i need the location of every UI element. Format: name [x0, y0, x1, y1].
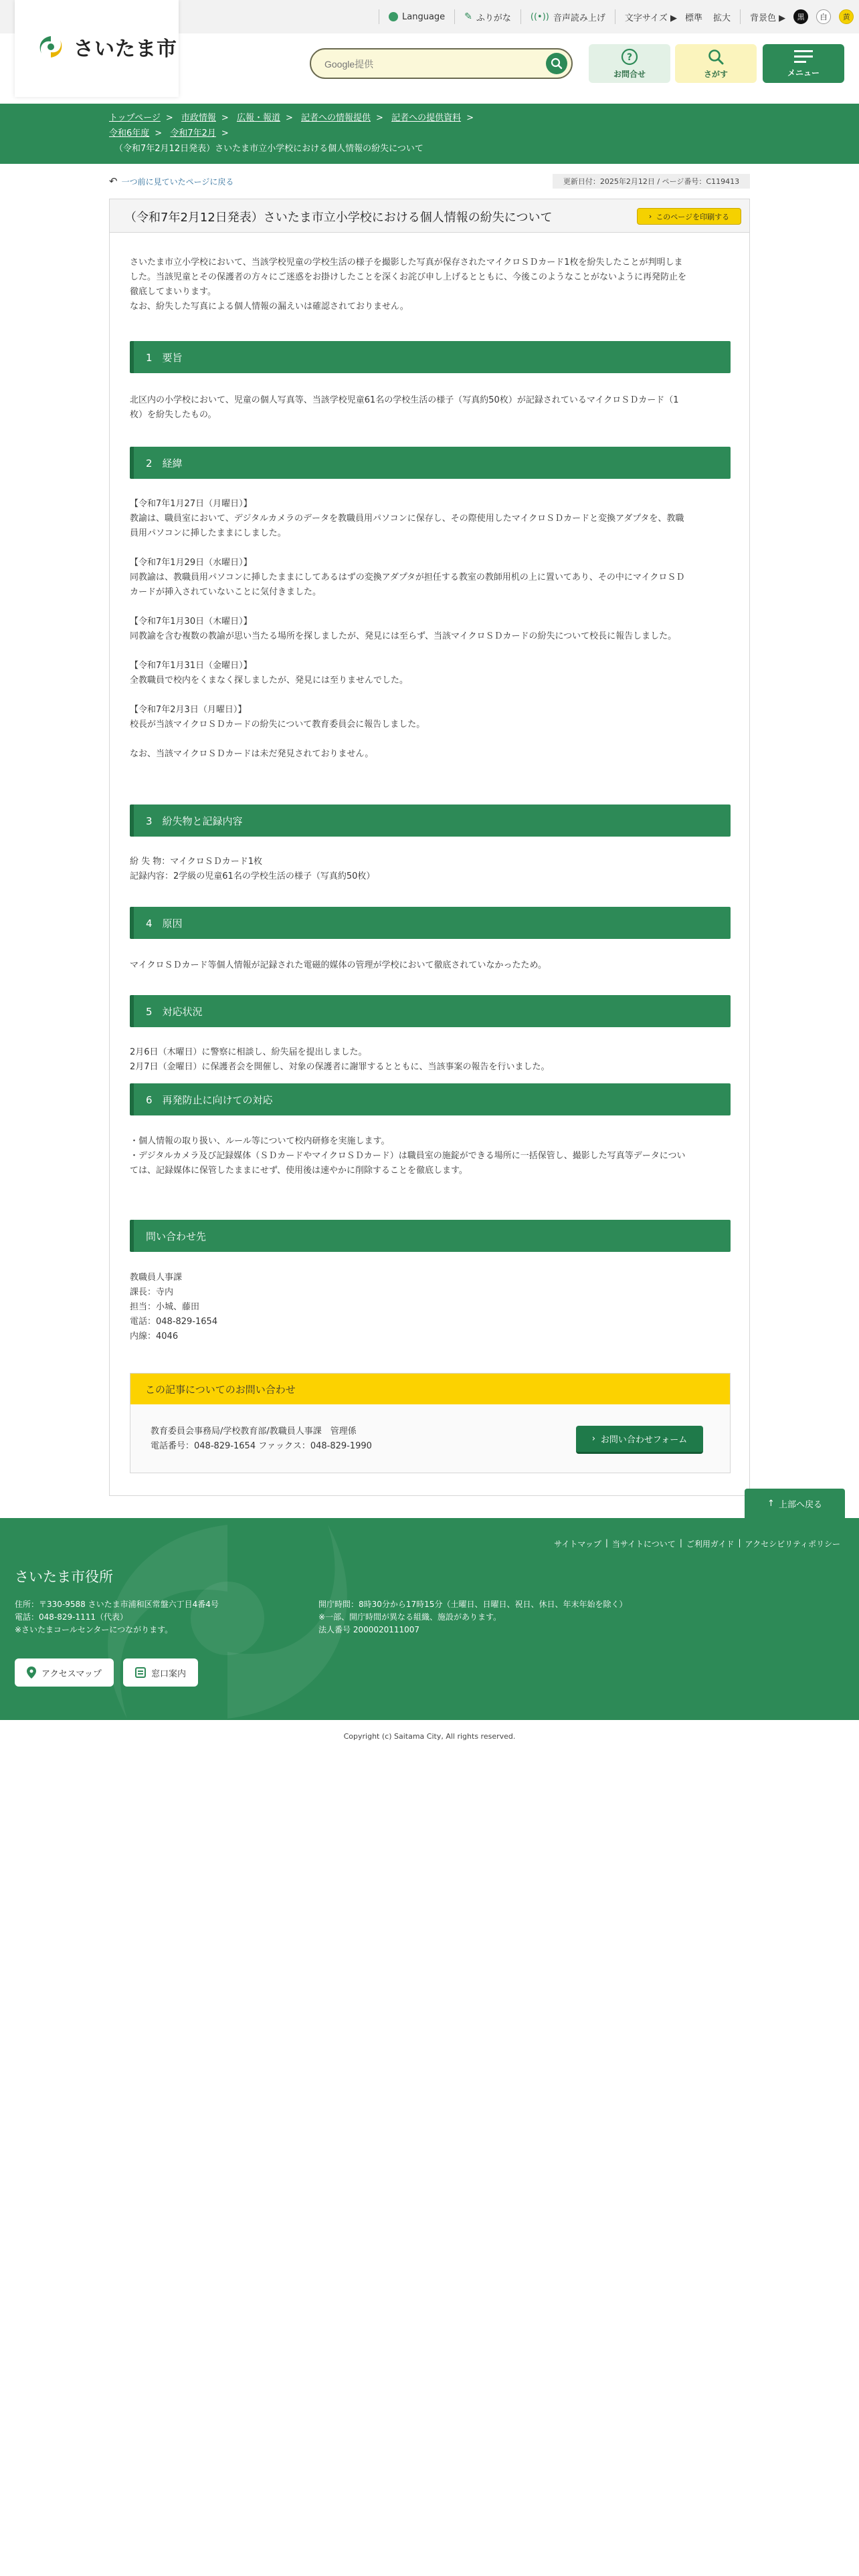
intro-line: なお、紛失した写真による個人情報の漏えいは確認されておりません。 — [130, 302, 409, 312]
inquiry-label: お問合せ — [613, 69, 646, 79]
breadcrumb-separator: > — [285, 113, 293, 123]
divider — [520, 9, 521, 24]
inquiry-details — [151, 1424, 552, 1454]
footer-link-sitemap[interactable]: サイトマップ — [554, 1539, 601, 1549]
speaker-icon: ((•)) — [530, 11, 549, 22]
breadcrumb-separator: > — [155, 128, 163, 138]
search-icon — [551, 58, 563, 70]
footer-address-line: 住所：〒330-9588 さいたま市浦和区常盤六丁目4番4号 — [15, 1600, 219, 1609]
breadcrumb-separator: > — [466, 113, 474, 123]
response-text — [130, 1045, 732, 1075]
section-heading-summary: 1 要旨 — [130, 341, 731, 373]
contact-line: 電話：048-829-1654 — [130, 1317, 218, 1327]
language-link[interactable] — [389, 12, 445, 22]
language-label: Language — [402, 11, 446, 22]
breadcrumb-separator: > — [221, 113, 229, 123]
footer-hours-line: 法人番号 2000020111007 — [318, 1625, 420, 1634]
section-heading-history: 2 経緯 — [130, 447, 731, 479]
question-icon — [621, 48, 638, 66]
search-input[interactable] — [323, 56, 524, 72]
inquiry-button[interactable] — [589, 44, 670, 83]
intro-text — [130, 255, 732, 314]
prevention-line: ・デジタルカメラ及び記録媒体（ＳＤカードやマイクロＳＤカード）は職員室の施錠ができる場所に一括保管し、撮影した写真等データについ — [130, 1151, 686, 1161]
page-title: （令和7年2月12日発表）さいたま市立小学校における個人情報の紛失について — [124, 211, 553, 225]
breadcrumb-item-top[interactable]: トップページ — [109, 113, 161, 123]
history-text — [130, 497, 732, 762]
divider — [740, 9, 741, 24]
page-top-label: 上部へ戻る — [778, 1499, 822, 1510]
font-standard-button[interactable]: 標準 — [684, 13, 702, 23]
menu-label: メニュー — [787, 68, 820, 78]
inquiry-box-title: この記事についてのお問い合わせ — [130, 1374, 730, 1404]
divider — [454, 9, 455, 24]
font-size-label: 文字サイズ ▶ — [624, 13, 677, 23]
search-button[interactable] — [546, 53, 567, 74]
page-meta: 更新日付：2025年2月12日 / ページ番号：C119413 — [553, 174, 750, 189]
inquiry-form-label: お問い合わせフォーム — [600, 1435, 688, 1445]
intro-line: した。当該児童とその保護者の方々にご迷惑をお掛けしたことを深くお詫び申し上げるとともに、今後このようなことがないように再発防止を — [130, 272, 687, 282]
footer-separator: | — [605, 1538, 608, 1547]
history-line: 員用パソコンに挿したままにしました。 — [130, 528, 286, 538]
breadcrumb-item-fy[interactable]: 令和6年度 — [109, 128, 150, 138]
breadcrumb-item-kisha-shiryo[interactable]: 記者への提供資料 — [391, 113, 462, 123]
back-link-label: 一つ前に見ていたページに戻る — [121, 177, 234, 187]
history-line: 校長が当該マイクロＳＤカードの紛失について教育委員会に報告しました。 — [130, 720, 425, 730]
article-card — [109, 199, 750, 1496]
print-button[interactable] — [637, 208, 741, 225]
article-header — [110, 199, 749, 233]
breadcrumb-item-month[interactable]: 令和7年2月 — [170, 128, 216, 138]
furigana-link[interactable] — [464, 11, 511, 23]
contact-line: 担当：小城、藤田 — [130, 1302, 200, 1312]
response-line: 2月6日（木曜日）に警察に相談し、紛失届を提出しました。 — [130, 1047, 367, 1057]
breadcrumb-separator: > — [376, 113, 383, 123]
find-label: さがす — [703, 69, 728, 79]
section-heading-contact: 問い合わせ先 — [130, 1220, 731, 1252]
voice-link[interactable] — [531, 11, 605, 23]
intro-line: さいたま市立小学校において、当該学校児童の学校生活の様子を撮影した写真が保存されたマイクロＳＤカード1枚を紛失したことが判明しま — [130, 257, 683, 267]
response-line: 2月7日（金曜日）に保護者会を開催し、対象の保護者に謝罪するとともに、当該事案の報告を行いました。 — [130, 1062, 550, 1072]
history-date: 【令和7年2月3日（月曜日）】 — [130, 705, 247, 715]
spacer — [130, 600, 732, 615]
svg-text:?: ? — [626, 51, 633, 63]
chevron-right-icon: › — [591, 1434, 595, 1444]
print-button-label: このページを印刷する — [656, 212, 730, 221]
magnifier-icon — [707, 48, 725, 66]
arrow-up-icon: ↑ — [767, 1498, 775, 1509]
bg-black-button[interactable]: 黒 — [793, 9, 808, 24]
breadcrumb-row-3 — [109, 141, 751, 156]
bg-color-group — [750, 9, 854, 24]
utility-links — [369, 0, 854, 33]
window-guide-icon — [135, 1667, 146, 1678]
globe-icon — [389, 12, 398, 21]
bg-yellow-button[interactable]: 黄 — [839, 9, 854, 24]
footer-separator: | — [679, 1538, 682, 1547]
site-logo[interactable] — [15, 0, 179, 97]
site-footer — [0, 1518, 859, 1720]
window-guide-button[interactable] — [123, 1658, 198, 1687]
find-button[interactable] — [675, 44, 757, 83]
footer-link-about[interactable]: 当サイトについて — [611, 1539, 676, 1549]
prevention-line: ては、記録媒体に保管したままにせず、使用後は速やかに削除することを徹底します。 — [130, 1166, 468, 1176]
contact-line: 課長：寺内 — [130, 1287, 174, 1297]
font-size-group — [625, 11, 731, 23]
footer-address-line: 電話：048-829-1111（代表） — [15, 1612, 128, 1622]
bg-color-label: 背景色 ▶ — [750, 13, 786, 23]
spacer — [130, 644, 732, 659]
footer-title: さいたま市役所 — [15, 1569, 113, 1585]
history-line: 全教職員で校内をくまなく探しましたが、発見には至りませんでした。 — [130, 675, 409, 685]
footer-links — [554, 1538, 840, 1549]
breadcrumb-item-kisha-joho[interactable]: 記者への情報提供 — [301, 113, 371, 123]
prevention-line: ・個人情報の取り扱い、ルール等について校内研修を実施します。 — [130, 1136, 390, 1146]
spacer — [130, 688, 732, 703]
prevention-text — [130, 1134, 732, 1178]
summary-line: 枚）を紛失したもの。 — [130, 410, 217, 420]
history-line: 同教諭は、教職員用パソコンに挿したままにしてあるはずの変換アダプタが担任する教室の教師用机の上に置いてあり、その中にマイクロＳＤ — [130, 572, 685, 582]
spacer — [130, 541, 732, 556]
lost-item-text — [130, 855, 732, 884]
footer-separator: | — [738, 1538, 741, 1547]
breadcrumb-separator: > — [221, 128, 229, 138]
section-heading-cause: 4 原因 — [130, 907, 731, 939]
footer-address-line: ※さいたまコールセンターにつながります。 — [15, 1625, 173, 1634]
lost-item-line: 紛 失 物：マイクロＳＤカード1枚 — [130, 857, 263, 867]
history-date: 【令和7年1月30日（木曜日）】 — [130, 617, 252, 627]
contact-text — [130, 1271, 464, 1344]
access-map-button[interactable] — [15, 1658, 114, 1687]
summary-text — [130, 393, 732, 423]
footer-link-guide[interactable]: ご利用ガイド — [686, 1539, 735, 1549]
contact-line: 教職員人事課 — [130, 1273, 183, 1283]
inquiry-box — [130, 1373, 731, 1473]
intro-line: 徹底してまいります。 — [130, 287, 216, 297]
map-pin-icon — [27, 1667, 36, 1679]
bg-white-button[interactable]: 白 — [816, 9, 831, 24]
page-top-button[interactable] — [745, 1489, 845, 1518]
contact-line: 内線：4046 — [130, 1331, 179, 1341]
history-date: 【令和7年1月31日（金曜日）】 — [130, 661, 252, 671]
history-date: 【令和7年1月27日（月曜日）】 — [130, 499, 252, 509]
breadcrumb — [109, 110, 751, 156]
chevron-right-icon: › — [648, 212, 652, 221]
footer-link-accessibility[interactable]: アクセシビリティポリシー — [745, 1539, 840, 1549]
breadcrumb-band — [0, 104, 859, 164]
back-arrow-icon: ↶ — [109, 175, 118, 187]
spacer — [130, 732, 732, 747]
breadcrumb-item-koho[interactable]: 広報・報道 — [236, 113, 280, 123]
logo-inner — [35, 32, 177, 62]
window-guide-label: 窓口案内 — [151, 1669, 187, 1679]
breadcrumb-item-shisei[interactable]: 市政情報 — [181, 113, 216, 123]
footer-hours-line: 開庁時間：8時30分から17時15分（土曜日、日曜日、祝日、休日、年末年始を除く） — [318, 1600, 628, 1609]
city-emblem-icon — [35, 33, 67, 60]
history-line: 教諭は、職員室において、デジタルカメラのデータを教職員用パソコンに保存し、その際使用したマイクロＳＤカードと変換アダプタを、教職 — [130, 514, 684, 524]
logo-text: さいたま市 — [74, 37, 177, 61]
menu-button[interactable] — [763, 44, 844, 83]
footer-address — [15, 1598, 219, 1636]
inquiry-form-button[interactable] — [576, 1426, 703, 1454]
voice-label: 音声読み上げ — [553, 13, 605, 23]
back-link[interactable] — [109, 175, 233, 187]
section-heading-response: 5 対応状況 — [130, 995, 731, 1027]
section-heading-lost-item: 3 紛失物と記録内容 — [130, 804, 731, 837]
font-large-button[interactable]: 拡大 — [713, 13, 731, 23]
footer-hours — [318, 1598, 627, 1636]
search-box — [310, 48, 573, 79]
history-line: 同教諭を含む複数の教諭が思い当たる場所を探しましたが、発見には至らず、当該マイクロＳＤカードの紛失について校長に報告しました。 — [130, 631, 677, 641]
lost-item-line: 記録内容：2学級の児童61名の学校生活の様子（写真約50枚） — [130, 871, 375, 881]
breadcrumb-separator: > — [165, 113, 173, 123]
inquiry-line: 電話番号：048-829-1654 ファックス：048-829-1990 — [151, 1441, 372, 1451]
history-date: 【令和7年1月29日（水曜日）】 — [130, 558, 252, 568]
hamburger-icon — [794, 49, 813, 64]
footer-hours-line: ※一部、開庁時間が異なる組織、施設があります。 — [318, 1612, 502, 1622]
history-note: なお、当該マイクロＳＤカードは未だ発見されておりません。 — [130, 749, 374, 759]
section-heading-prevention: 6 再発防止に向けての対応 — [130, 1083, 731, 1115]
breadcrumb-row-1 — [109, 110, 751, 126]
copyright: Copyright (c) Saitama City, All rights reserved. — [343, 1732, 516, 1741]
furigana-label: ふりがな — [476, 13, 511, 23]
breadcrumb-row-2 — [109, 126, 751, 141]
history-line: カードが挿入されていないことに気付きました。 — [130, 587, 322, 597]
breadcrumb-current: （令和7年2月12日発表）さいたま市立小学校における個人情報の紛失について — [114, 144, 423, 154]
inquiry-line: 教育委員会事務局/学校教育部/教職員人事課 管理係 — [151, 1426, 357, 1436]
summary-line: 北区内の小学校において、児童の個人写真等、当該学校児童61名の学校生活の様子（写真約50枚）が記録されているマイクロＳＤカード（1 — [130, 395, 679, 405]
cause-text: マイクロＳＤカード等個人情報が記録された電磁的媒体の管理が学校において徹底されていなかったため。 — [130, 960, 547, 970]
access-map-label: アクセスマップ — [41, 1669, 102, 1679]
pencil-icon: ✎ — [464, 11, 472, 22]
